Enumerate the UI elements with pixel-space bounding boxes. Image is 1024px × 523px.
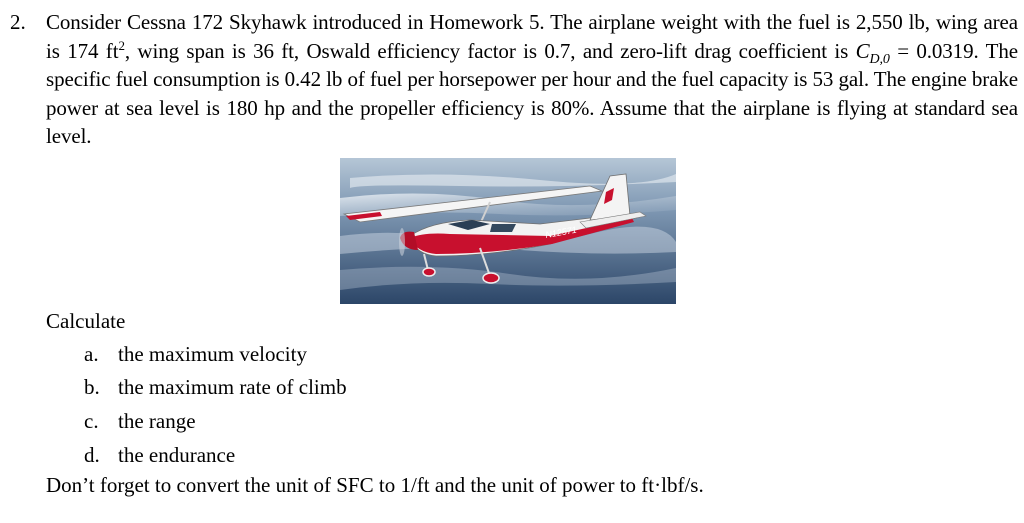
area-exponent: 2: [118, 37, 125, 53]
side-window: [490, 224, 516, 232]
problem-statement: [46, 8, 1018, 151]
nose-wheel: [423, 268, 435, 276]
item-letter: d.: [84, 443, 100, 467]
cessna-photo: [340, 158, 676, 304]
propeller: [399, 228, 405, 256]
cd0-subscript: D,0: [869, 51, 890, 67]
problem-number: 2.: [10, 10, 26, 34]
main-wheel: [483, 273, 499, 283]
statement-text-2: , wing span is 36 ft, Oswald efficiency factor is 0.7, and zero-lift drag coefficient is: [124, 38, 856, 63]
statement-text-3: = 0.0319. The specific fuel consumption is 0.42 lb of fuel per horsepower per hour and the fuel capacity is 53 gal. The engine brake power at sea level is 180 hp and the propeller efficiency is 80%. Assume that the airplane is flying at standard sea level.: [46, 38, 1018, 148]
cd0-symbol: [855, 38, 890, 67]
list-item: [84, 441, 235, 469]
cd0-letter: C: [855, 38, 870, 63]
item-text: the endurance: [118, 443, 236, 467]
item-letter: b.: [84, 375, 100, 399]
list-item: [84, 340, 307, 368]
item-text: the maximum rate of climb: [118, 375, 347, 399]
item-letter: c.: [84, 409, 99, 433]
item-text: the maximum velocity: [118, 342, 307, 366]
calculate-label: Calculate: [46, 309, 126, 333]
unit-note: Don’t forget to convert the unit of SFC to 1/ft and the unit of power to ft·lbf/s.: [46, 473, 704, 497]
item-letter: a.: [84, 342, 99, 366]
item-text: the range: [118, 409, 196, 433]
list-item: [84, 407, 196, 435]
list-item: [84, 373, 347, 401]
tail-number: N12571: [544, 224, 578, 240]
statement-text-1: Consider Cessna 172 Skyhawk introduced in Homework 5. The airplane weight with the fuel is 2,550 lb, wing area is 174 ft: [46, 10, 1018, 63]
